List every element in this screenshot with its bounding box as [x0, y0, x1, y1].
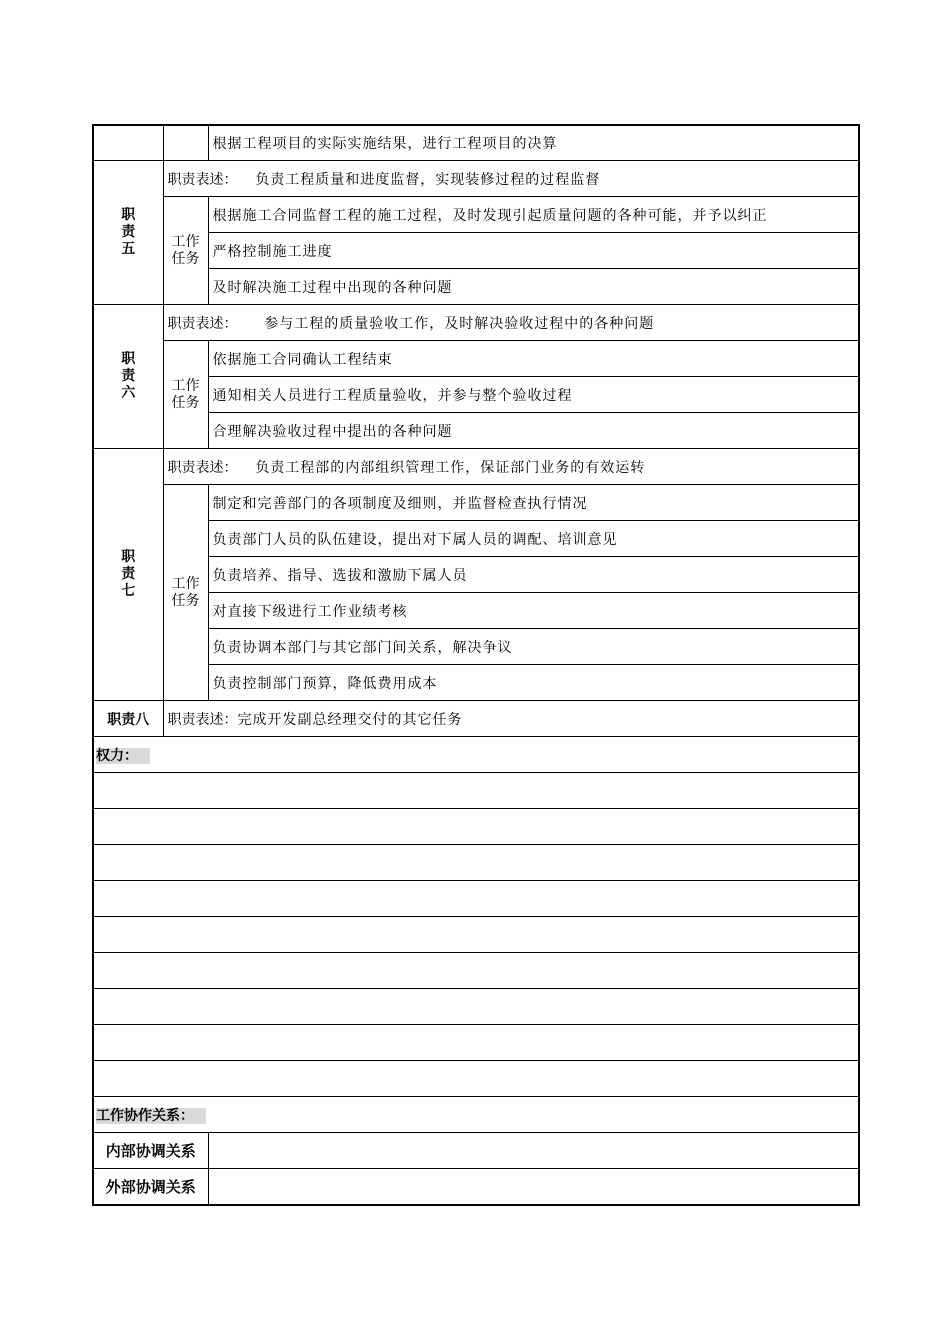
cooperation-header-row: [93, 1097, 859, 1133]
table-row: [93, 125, 859, 161]
task-item: 负责部门人员的队伍建设，提出对下属人员的调配、培训意见: [208, 521, 859, 557]
table-row: [93, 269, 859, 305]
task-label: 工作任务: [163, 197, 208, 305]
table-row: [93, 377, 859, 413]
task-item: 对直接下级进行工作业绩考核: [208, 593, 859, 629]
task-item: 制定和完善部门的各项制度及细则，并监督检查执行情况: [208, 485, 859, 521]
external-relation-row: [93, 1169, 859, 1206]
blank-row: [93, 773, 859, 809]
task-item: 依据施工合同确认工程结束: [208, 341, 859, 377]
table-row: [93, 233, 859, 269]
blank-row: [93, 917, 859, 953]
duty-label-6: 职责六: [93, 305, 163, 449]
task-item: 负责协调本部门与其它部门间关系，解决争议: [208, 629, 859, 665]
duty-description: 职责表述： 负责工程质量和进度监督，实现装修过程的过程监督: [163, 161, 859, 197]
duty-label-cell: [93, 125, 163, 161]
task-item: 根据施工合同监督工程的施工过程，及时发现引起质量问题的各种可能，并予以纠正: [208, 197, 859, 233]
blank-row: [93, 881, 859, 917]
task-label: 工作任务: [163, 485, 208, 701]
table-row: [93, 701, 859, 737]
internal-relation-label: 内部协调关系: [93, 1133, 208, 1169]
blank-row: [93, 953, 859, 989]
duty-label-8: 职责八: [93, 701, 163, 737]
task-item: 及时解决施工过程中出现的各种问题: [208, 269, 859, 305]
duty-label-5: 职责五: [93, 161, 163, 305]
task-item: 合理解决验收过程中提出的各种问题: [208, 413, 859, 449]
table-row: [93, 161, 859, 197]
table-row: [93, 197, 859, 233]
task-item: 负责控制部门预算，降低费用成本: [208, 665, 859, 701]
blank-row: [93, 809, 859, 845]
table-row: [93, 305, 859, 341]
internal-relation-value: [208, 1133, 859, 1169]
table-row: [93, 629, 859, 665]
task-item: 严格控制施工进度: [208, 233, 859, 269]
table-row: [93, 521, 859, 557]
blank-row: [93, 845, 859, 881]
table-row: [93, 665, 859, 701]
cooperation-title: 工作协作关系：: [93, 1097, 859, 1133]
power-title: 权力：: [93, 737, 859, 773]
table-row: [93, 413, 859, 449]
task-item: 根据工程项目的实际实施结果，进行工程项目的决算: [208, 125, 859, 161]
blank-row: [93, 1061, 859, 1097]
table-row: [93, 449, 859, 485]
internal-relation-row: [93, 1133, 859, 1169]
table-row: [93, 593, 859, 629]
external-relation-label: 外部协调关系: [93, 1169, 208, 1206]
task-item: 负责培养、指导、选拔和激励下属人员: [208, 557, 859, 593]
table-row: [93, 485, 859, 521]
external-relation-value: [208, 1169, 859, 1206]
duty-description: 职责表述： 负责工程部的内部组织管理工作，保证部门业务的有效运转: [163, 449, 859, 485]
blank-row: [93, 989, 859, 1025]
duty-description: 职责表述：完成开发副总经理交付的其它任务: [163, 701, 859, 737]
duty-label-7: 职责七: [93, 449, 163, 701]
table-row: [93, 557, 859, 593]
table-row: [93, 341, 859, 377]
duty-description: 职责表述： 参与工程的质量验收工作，及时解决验收过程中的各种问题: [163, 305, 859, 341]
task-label: 工作任务: [163, 341, 208, 449]
task-label-cell: [163, 125, 208, 161]
task-item: 通知相关人员进行工程质量验收，并参与整个验收过程: [208, 377, 859, 413]
duties-table: [92, 124, 860, 1206]
job-description-sheet: [92, 124, 858, 1206]
power-header-row: [93, 737, 859, 773]
blank-row: [93, 1025, 859, 1061]
